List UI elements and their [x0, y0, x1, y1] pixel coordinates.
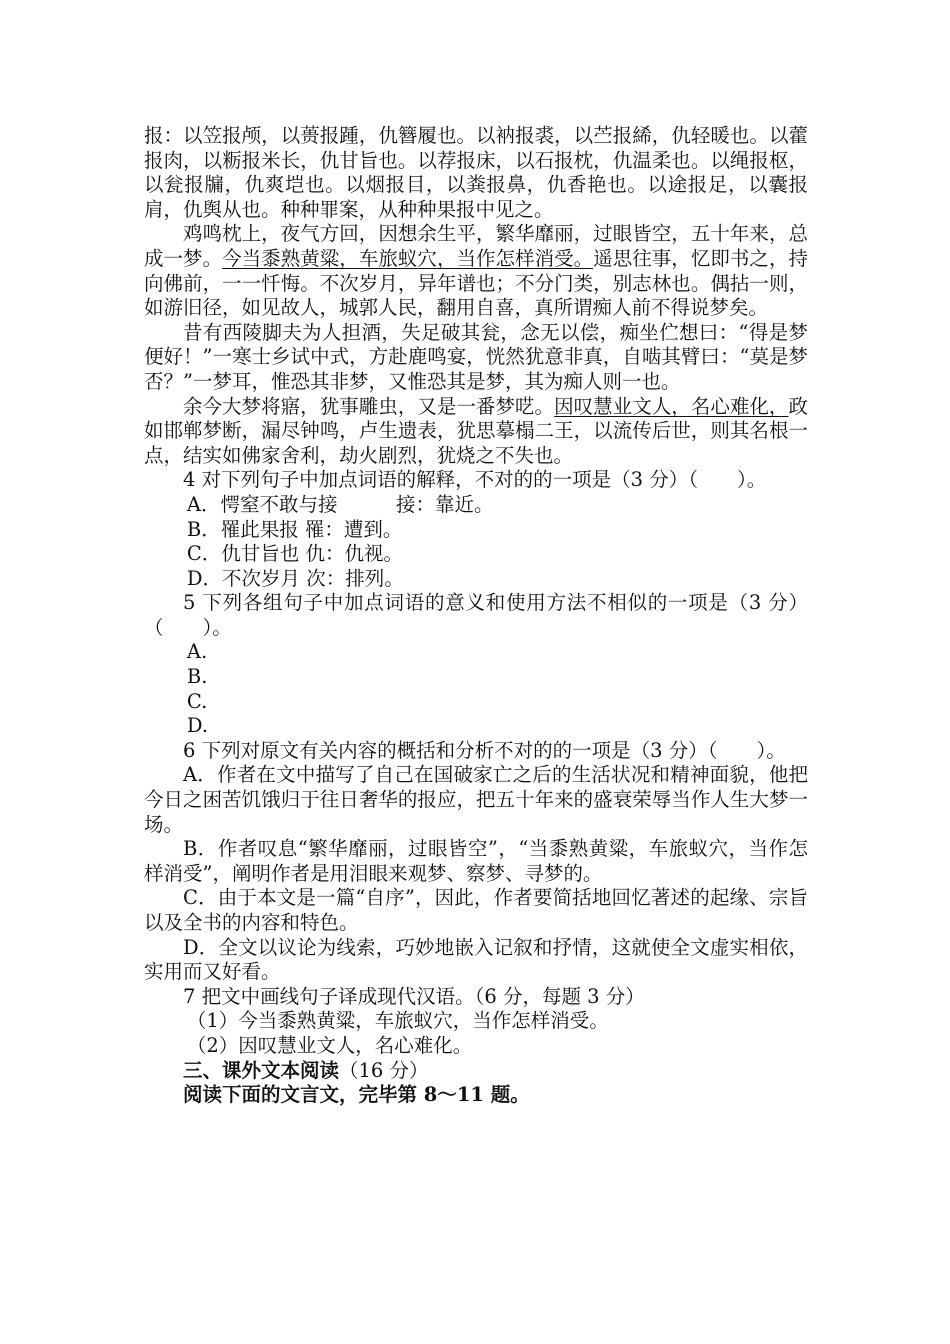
passage-paragraph-4	[144, 395, 808, 469]
question-5-option-a: A.	[186, 640, 208, 664]
question-5-option-d: D.	[186, 714, 209, 738]
question-7-stem: 7 把文中画线句子译成现代汉语。（6 分，每题 3 分）	[183, 984, 645, 1008]
underlined-sentence-1: 今当黍熟黄粱，车旅蚁穴，当作怎样消受。	[222, 246, 594, 270]
question-4-stem: 4 对下列句子中加点词语的解释，不对的的一项是（3 分）（ ）。	[183, 468, 767, 492]
question-5-option-c: C.	[186, 689, 208, 713]
passage-text: 政如邯郸梦断，漏尽钟鸣，卢生遗表，犹思摹榻二王，以流传后世，则其名根一点，结实如佛家舍利，劫火剧烈，犹烧之不失也。	[144, 394, 808, 467]
question-4-option-d: D．不次岁月 次：排列。	[186, 566, 404, 590]
question-4-option-c: C．仇甘旨也 仇：仇视。	[186, 542, 404, 566]
passage-paragraph-2	[144, 222, 808, 320]
section-3-heading	[144, 1059, 808, 1084]
question-5-option-b: B.	[186, 665, 208, 689]
question-6-option-d: D．全文以议论为线索，巧妙地嵌入记叙和抒情，这就使全文虚实相依，实用而又好看。	[144, 935, 808, 984]
passage-text: 遥思往事，忆即书之，持向佛前，一一忏悔。不次岁月，异年谱也；不分门类，别志林也。偶拈一则，如游旧径，如见故人，城郭人民，翻用自喜，真所谓痴人前不得说梦矣。	[144, 246, 808, 320]
underlined-sentence-2: 因叹慧业文人，名心难化，	[554, 394, 789, 418]
passage-paragraph-3: 昔有西陵脚夫为人担酒，失足破其瓮，念无以偿，痴坐伫想曰：“得是梦便好！”一寒士乡试中式，方赴鹿鸣宴，恍然犹意非真，自啮其臂曰：“莫是梦否？”一梦耳，惟恐其非梦，又惟恐其是梦，其为痴人则一也。	[144, 320, 808, 393]
question-4-option-b: B．罹此果报 罹：遭到。	[186, 517, 403, 541]
question-7-item-1: （1）今当黍熟黄粱，车旅蚁穴，当作怎样消受。	[186, 1009, 609, 1033]
section-3-score: （16 分）	[339, 1058, 429, 1082]
question-5-stem: 5 下列各组句子中加点词语的意义和使用方法不相似的一项是（3 分）（ ）。	[144, 591, 808, 639]
section-3-instruction: 阅读下面的文言文，完毕第 8～11 题。	[183, 1083, 530, 1107]
question-6-stem: 6 下列对原文有关内容的概括和分析不对的的一项是（3 分）（ ）。	[183, 738, 786, 762]
question-4-option-a: A．愕窒不敢与接 接：靠近。	[186, 492, 494, 516]
document-page	[144, 124, 808, 1108]
passage-text: 余今大梦将寤，犹事雕虫，又是一番梦呓。	[183, 394, 555, 418]
section-3-title: 三、课外文本阅读	[183, 1058, 340, 1082]
passage-text: 鸡鸣枕上，夜气方回，因想余生平，繁华靡丽，过眼皆空，五十年来，总成一梦。	[144, 222, 808, 270]
passage-paragraph-1: 报：以笠报颅，以蒉报踵，仇簪履也。以衲报裘，以苎报絺，仇轻暖也。以藿报肉，以粝报米长，仇甘旨也。以荐报床，以石报枕，仇温柔也。以绳报枢，以瓮报牖，仇爽垲也。以烟报目，以粪报鼻，仇香艳也。以途报足，以囊报肩，仇舆从也。种种罪案，从种种果报中见之。	[144, 124, 808, 221]
question-7-item-2: （2）因叹慧业文人，名心难化。	[186, 1033, 473, 1057]
question-6-option-b: B．作者叹息“繁华靡丽，过眼皆空”，“当黍熟黄粱，车旅蚁穴，当作怎样消受”，阐明作者是用泪眼来观梦、察梦、寻梦的。	[144, 837, 808, 885]
question-6-option-c: C．由于本文是一篇“自序”，因此，作者要简括地回忆著述的起缘、宗旨以及全书的内容和特色。	[144, 886, 808, 934]
question-6-option-a: A．作者在文中描写了自己在国破家亡之后的生活状况和精神面貌，他把今日之困苦饥饿归于往日奢华的报应，把五十年来的盛衰荣辱当作人生大梦一场。	[144, 763, 808, 836]
